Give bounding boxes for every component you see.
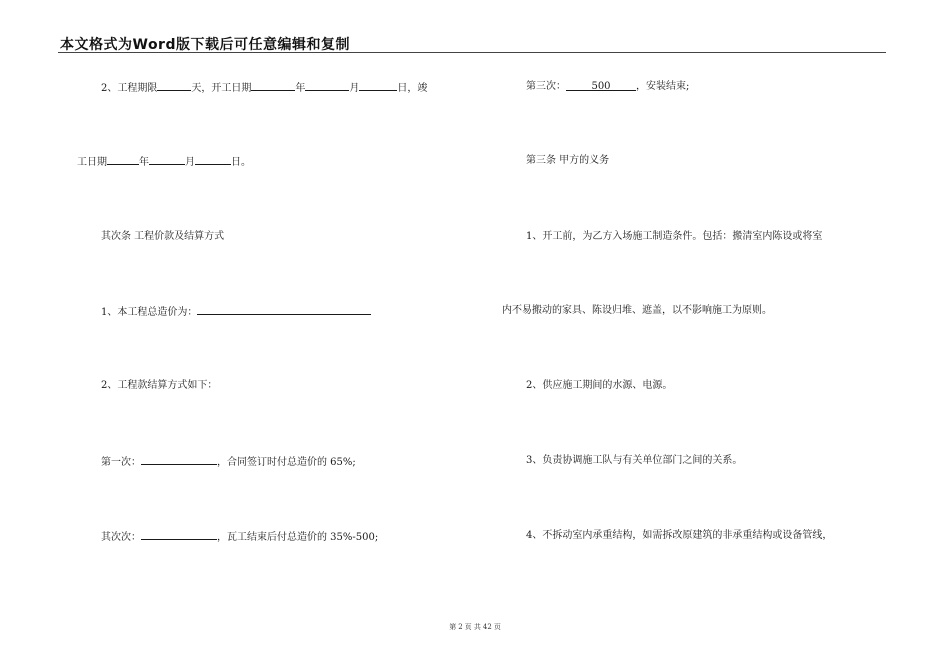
- text-fragment: 年: [295, 83, 306, 94]
- text-fragment: 年: [139, 157, 149, 168]
- obligation-1-continued: 内不易搬动的家具、陈设归堆、遮盖，以不影响施工为原则。: [502, 305, 772, 316]
- page-footer: [0, 622, 950, 632]
- obligation-2-line: 2、供应施工期间的水源、电源。: [526, 380, 673, 391]
- completion-date-line: [77, 154, 251, 170]
- section-heading-party-a: 第三条 甲方的义务: [526, 155, 610, 166]
- third-payment-value: 500: [591, 81, 611, 92]
- page-label-prefix: 第: [449, 623, 457, 631]
- text-fragment: 日。: [231, 157, 251, 168]
- text-fragment: ，瓦工结束后付总造价的 35%-500;: [217, 532, 379, 543]
- blank-start-month: [305, 80, 349, 91]
- text-fragment: 日，竣: [397, 83, 428, 94]
- settlement-method-line: 2、工程款结算方式如下：: [101, 380, 218, 391]
- blank-second-payment: [141, 529, 217, 540]
- blank-start-year: [251, 80, 295, 91]
- blank-end-day: [195, 154, 231, 165]
- text-fragment: 天，开工日期: [191, 83, 252, 94]
- blank-end-month: [149, 154, 185, 165]
- header-banner: 本文格式为Word版下载后可任意编辑和复制: [60, 37, 350, 53]
- third-payment-amount: [566, 80, 636, 91]
- text-fragment: ，合同签订时付总造价的 65%;: [217, 457, 356, 468]
- blank-start-day: [359, 80, 397, 91]
- third-payment-line: [526, 80, 689, 94]
- blank-end-year: [107, 154, 139, 165]
- text-fragment: 工日期: [77, 157, 107, 168]
- second-payment-line: [101, 529, 378, 545]
- total-pages: 42: [482, 623, 492, 631]
- section-heading-payment: 其次条 工程价款及结算方式: [101, 231, 225, 242]
- header-divider: [58, 52, 886, 53]
- obligation-4-line: 4、不拆动室内承重结构，如需拆改原建筑的非承重结构或设备管线，: [526, 530, 833, 541]
- text-fragment: 第一次：: [101, 457, 141, 468]
- contract-period-line: [101, 80, 427, 96]
- obligation-3-line: 3、负责协调施工队与有关单位部门之间的关系。: [526, 455, 743, 466]
- text-fragment: 其次次：: [101, 532, 141, 543]
- blank-days: [157, 80, 191, 91]
- page-label-mid: 页 共: [464, 623, 481, 631]
- page-label-suffix: 页: [493, 623, 501, 631]
- blank-first-payment: [141, 454, 217, 465]
- text-fragment: ，安装结束;: [636, 81, 690, 92]
- text-fragment: 1、本工程总造价为：: [101, 307, 198, 318]
- page-number: 2: [458, 623, 463, 631]
- text-fragment: 月: [185, 157, 195, 168]
- text-fragment: 第三次：: [526, 81, 566, 92]
- total-cost-line: [101, 304, 371, 320]
- text-fragment: 月: [349, 83, 360, 94]
- blank-total-cost: [197, 304, 371, 315]
- first-payment-line: [101, 454, 356, 470]
- text-fragment: 2、工程期限: [101, 83, 158, 94]
- obligation-1-line: 1、开工前，为乙方入场施工制造条件。包括：搬清室内陈设或将室: [526, 231, 823, 242]
